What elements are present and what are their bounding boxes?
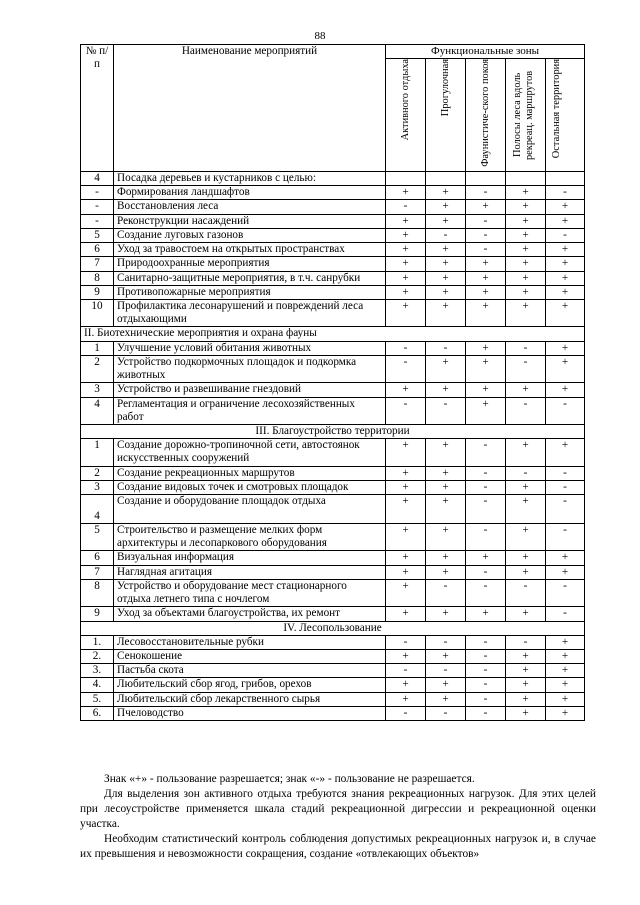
zone-mark: +: [386, 480, 426, 494]
zone-mark: +: [386, 650, 426, 664]
zone-mark: -: [466, 579, 506, 606]
zone-mark: +: [386, 214, 426, 228]
row-number: 9: [81, 607, 114, 621]
row-number: 3.: [81, 664, 114, 678]
measure-name: Улучшение условий обитания животных: [114, 341, 386, 355]
zone-mark: -: [546, 579, 585, 606]
zone-mark: +: [506, 650, 546, 664]
zone-mark: +: [386, 228, 426, 242]
table-row: [81, 271, 585, 285]
row-number: 1: [81, 341, 114, 355]
zone-mark: -: [546, 466, 585, 480]
zone-mark: +: [546, 243, 585, 257]
zone-mark: -: [546, 480, 585, 494]
table-row: [81, 579, 585, 606]
measure-name: Создание и оборудование площадок отдыха: [114, 495, 386, 524]
table-row: [81, 650, 585, 664]
row-number: 4: [81, 172, 114, 186]
table-row: [81, 607, 585, 621]
zone-mark: -: [466, 495, 506, 524]
row-number: 1.: [81, 635, 114, 649]
row-number: 5: [81, 524, 114, 551]
zone-mark: -: [466, 664, 506, 678]
measure-name: Природоохранные мероприятия: [114, 257, 386, 271]
measure-name: Устройство и развешивание гнездовий: [114, 383, 386, 397]
table-row: [81, 495, 585, 524]
zone-mark: +: [546, 355, 585, 382]
table-row: [81, 397, 585, 424]
zone-mark: -: [386, 635, 426, 649]
measure-name: Посадка деревьев и кустарников с целью:: [114, 172, 386, 186]
measure-name: Санитарно-защитные мероприятия, в т.ч. санрубки: [114, 271, 386, 285]
zone-mark: +: [546, 299, 585, 326]
zone-mark: +: [506, 214, 546, 228]
zone-mark: -: [466, 635, 506, 649]
row-number: 4: [81, 495, 114, 524]
zone-mark: +: [466, 355, 506, 382]
zone-mark: +: [546, 200, 585, 214]
zone-mark: +: [546, 692, 585, 706]
zone-mark: -: [466, 466, 506, 480]
table-row: [81, 678, 585, 692]
row-number: -: [81, 186, 114, 200]
row-number: 5.: [81, 692, 114, 706]
zone-mark: -: [466, 650, 506, 664]
zone-mark: -: [386, 397, 426, 424]
zone-mark: +: [386, 607, 426, 621]
zone-mark: +: [466, 285, 506, 299]
measure-name: Создание луговых газонов: [114, 228, 386, 242]
row-number: 3: [81, 383, 114, 397]
zone-mark: -: [546, 186, 585, 200]
header-no: № п/п: [81, 45, 114, 172]
zone-mark: +: [386, 692, 426, 706]
legend-text: Знак «+» - пользование разрешается; знак «-» - пользование не разрешается.: [104, 773, 475, 785]
zone-mark: +: [386, 186, 426, 200]
zone-mark: +: [426, 271, 466, 285]
row-number: 2.: [81, 650, 114, 664]
table-row: [81, 466, 585, 480]
zone-mark: +: [386, 678, 426, 692]
header-zone-other: Остальная территория: [546, 59, 585, 172]
zone-mark: [426, 172, 466, 186]
zone-mark: +: [426, 650, 466, 664]
zone-mark: -: [466, 692, 506, 706]
table-row: [81, 214, 585, 228]
zone-mark: -: [426, 664, 466, 678]
table-row: [81, 355, 585, 382]
zone-mark: +: [386, 439, 426, 466]
zone-mark: +: [386, 466, 426, 480]
zone-mark: +: [546, 285, 585, 299]
zone-mark: +: [546, 635, 585, 649]
zone-mark: [546, 172, 585, 186]
section-row: [81, 424, 585, 438]
zone-mark: +: [426, 495, 466, 524]
zone-mark: +: [426, 243, 466, 257]
measure-name: Сенокошение: [114, 650, 386, 664]
row-number: 4: [81, 397, 114, 424]
measures-table: [80, 44, 585, 721]
zone-mark: -: [466, 439, 506, 466]
zone-mark: +: [546, 214, 585, 228]
zone-mark: +: [546, 678, 585, 692]
measure-name: Любительский сбор лекарственного сырья: [114, 692, 386, 706]
row-number: -: [81, 200, 114, 214]
zone-mark: +: [466, 397, 506, 424]
table-row: [81, 285, 585, 299]
zone-mark: -: [546, 495, 585, 524]
zone-mark: +: [546, 257, 585, 271]
zone-mark: +: [506, 439, 546, 466]
measure-name: Визуальная информация: [114, 551, 386, 565]
zone-mark: +: [386, 383, 426, 397]
measure-name: Противопожарные мероприятия: [114, 285, 386, 299]
row-number: 6: [81, 243, 114, 257]
zone-mark: +: [506, 607, 546, 621]
zone-mark: +: [386, 243, 426, 257]
section-row: [81, 621, 585, 635]
zone-mark: +: [506, 243, 546, 257]
zone-mark: -: [466, 706, 506, 720]
zone-mark: +: [466, 341, 506, 355]
zone-mark: +: [426, 257, 466, 271]
zone-mark: [506, 172, 546, 186]
zone-mark: +: [386, 551, 426, 565]
zone-mark: +: [426, 299, 466, 326]
measure-name: Устройство подкормочных площадок и подкормка животных: [114, 355, 386, 382]
notes-block: [80, 772, 596, 862]
zone-mark: +: [506, 186, 546, 200]
zone-mark: -: [546, 397, 585, 424]
zone-mark: -: [466, 243, 506, 257]
zone-mark: -: [466, 565, 506, 579]
zone-mark: +: [466, 257, 506, 271]
zone-mark: -: [506, 579, 546, 606]
zone-mark: +: [506, 200, 546, 214]
zone-mark: +: [506, 692, 546, 706]
zone-mark: +: [426, 678, 466, 692]
zone-mark: +: [426, 466, 466, 480]
zone-mark: +: [386, 271, 426, 285]
zone-mark: -: [546, 228, 585, 242]
zone-mark: +: [546, 551, 585, 565]
zone-mark: +: [546, 341, 585, 355]
zone-mark: +: [426, 692, 466, 706]
zone-mark: -: [426, 579, 466, 606]
zone-mark: [466, 172, 506, 186]
zone-mark: +: [426, 383, 466, 397]
measure-name: Создание рекреационных маршрутов: [114, 466, 386, 480]
measure-name: Лесовосстановительные рубки: [114, 635, 386, 649]
zone-mark: +: [546, 664, 585, 678]
zone-mark: +: [426, 214, 466, 228]
zone-mark: -: [426, 706, 466, 720]
zone-mark: +: [506, 565, 546, 579]
zone-mark: +: [506, 551, 546, 565]
zone-mark: -: [386, 355, 426, 382]
zone-mark: +: [426, 186, 466, 200]
zone-mark: +: [506, 228, 546, 242]
zone-mark: -: [426, 228, 466, 242]
zone-mark: +: [546, 439, 585, 466]
measure-name: Восстановления леса: [114, 200, 386, 214]
header-zone-active: Активного отдыха: [386, 59, 426, 172]
zone-mark: +: [386, 299, 426, 326]
table-row: [81, 692, 585, 706]
measure-name: Пастьба скота: [114, 664, 386, 678]
zone-mark: +: [546, 706, 585, 720]
measure-name: Уход за травостоем на открытых пространствах: [114, 243, 386, 257]
paragraph-2: Необходим статистический контроль соблюдения допустимых рекреационных нагрузок и, в случае их превышения и невозможности сокращения, создание «отвлекающих объектов»: [80, 833, 596, 860]
zone-mark: +: [426, 355, 466, 382]
table-body: [81, 172, 585, 721]
zone-mark: +: [426, 200, 466, 214]
section-title: II. Биотехнические мероприятия и охрана фауны: [81, 327, 585, 341]
zone-mark: +: [506, 299, 546, 326]
zone-mark: +: [426, 439, 466, 466]
zone-mark: -: [466, 480, 506, 494]
zone-mark: +: [506, 480, 546, 494]
table-row: [81, 172, 585, 186]
measure-name: Создание дорожно-тропиночной сети, автостоянок искусственных сооружений: [114, 439, 386, 466]
zone-mark: -: [466, 228, 506, 242]
zone-mark: +: [426, 524, 466, 551]
zone-mark: +: [426, 607, 466, 621]
row-number: 6.: [81, 706, 114, 720]
table-row: [81, 551, 585, 565]
measure-name: Реконструкции насаждений: [114, 214, 386, 228]
zone-mark: +: [506, 383, 546, 397]
table-row: [81, 706, 585, 720]
measure-name: Формирования ландшафтов: [114, 186, 386, 200]
zone-mark: +: [546, 650, 585, 664]
measure-name: Любительский сбор ягод, грибов, орехов: [114, 678, 386, 692]
zone-mark: +: [386, 495, 426, 524]
zone-mark: +: [506, 257, 546, 271]
section-title: III. Благоустройство территории: [81, 424, 585, 438]
header-name: Наименование мероприятий: [114, 45, 386, 172]
zone-mark: +: [506, 271, 546, 285]
zone-mark: +: [506, 495, 546, 524]
table-row: [81, 524, 585, 551]
zone-mark: +: [466, 551, 506, 565]
row-number: 5: [81, 228, 114, 242]
zone-mark: +: [506, 664, 546, 678]
zone-mark: +: [386, 524, 426, 551]
zone-mark: -: [466, 524, 506, 551]
measure-name: Профилактика лесонарушений и повреждений леса отдыхающими: [114, 299, 386, 326]
row-number: 7: [81, 257, 114, 271]
zone-mark: -: [466, 186, 506, 200]
zone-mark: -: [546, 607, 585, 621]
zone-mark: -: [506, 466, 546, 480]
zone-mark: -: [386, 706, 426, 720]
zone-mark: -: [386, 200, 426, 214]
zone-mark: +: [546, 383, 585, 397]
table-row: [81, 299, 585, 326]
zone-mark: +: [426, 551, 466, 565]
zone-mark: -: [506, 355, 546, 382]
zone-mark: -: [466, 678, 506, 692]
zone-mark: +: [466, 383, 506, 397]
section-row: [81, 327, 585, 341]
table-row: [81, 565, 585, 579]
zone-mark: -: [466, 214, 506, 228]
row-number: 1: [81, 439, 114, 466]
table-row: [81, 243, 585, 257]
zone-mark: +: [426, 565, 466, 579]
zone-mark: -: [426, 635, 466, 649]
table-row: [81, 480, 585, 494]
section-title: IV. Лесопользование: [81, 621, 585, 635]
table-row: [81, 186, 585, 200]
zone-mark: +: [506, 524, 546, 551]
row-number: 6: [81, 551, 114, 565]
measure-name: Пчеловодство: [114, 706, 386, 720]
header-zones-group: Функциональные зоны: [386, 45, 585, 59]
row-number: 3: [81, 480, 114, 494]
table-row: [81, 439, 585, 466]
zone-mark: +: [386, 565, 426, 579]
measure-name: Устройство и оборудование мест стационарного отдыха летнего типа с ночлегом: [114, 579, 386, 606]
row-number: -: [81, 214, 114, 228]
measure-name: Строительство и размещение мелких форм архитектуры и лесопаркового оборудования: [114, 524, 386, 551]
measure-name: Наглядная агитация: [114, 565, 386, 579]
table-row: [81, 257, 585, 271]
zone-mark: -: [386, 341, 426, 355]
row-number: 8: [81, 579, 114, 606]
row-number: 7: [81, 565, 114, 579]
row-number: 2: [81, 466, 114, 480]
table-row: [81, 664, 585, 678]
zone-mark: +: [466, 200, 506, 214]
row-number: 4.: [81, 678, 114, 692]
table-row: [81, 635, 585, 649]
table-row: [81, 383, 585, 397]
page-number: 88: [314, 30, 326, 42]
zone-mark: -: [386, 664, 426, 678]
zone-mark: +: [386, 285, 426, 299]
row-number: 8: [81, 271, 114, 285]
row-number: 2: [81, 355, 114, 382]
zone-mark: +: [386, 257, 426, 271]
measure-name: Уход за объектами благоустройства, их ремонт: [114, 607, 386, 621]
paragraph-1: Для выделения зон активного отдыха требуются знания рекреационных нагрузок. Для этих целей при лесоустройстве применяется шкала стадий рекреационной дигрессии и рекреационной оценки участка.: [80, 788, 596, 830]
zone-mark: +: [426, 480, 466, 494]
table-row: [81, 200, 585, 214]
zone-mark: +: [546, 565, 585, 579]
zone-mark: +: [466, 299, 506, 326]
measure-name: Создание видовых точек и смотровых площадок: [114, 480, 386, 494]
zone-mark: +: [426, 285, 466, 299]
zone-mark: +: [506, 285, 546, 299]
zone-mark: +: [386, 579, 426, 606]
measure-name: Регламентация и ограничение лесохозяйственных работ: [114, 397, 386, 424]
header-zone-walking: Прогулочная: [426, 59, 466, 172]
row-number: 10: [81, 299, 114, 326]
zone-mark: -: [506, 341, 546, 355]
zone-mark: +: [546, 271, 585, 285]
table-row: [81, 228, 585, 242]
zone-mark: -: [506, 397, 546, 424]
zone-mark: -: [426, 341, 466, 355]
row-number: 9: [81, 285, 114, 299]
zone-mark: -: [546, 524, 585, 551]
zone-mark: -: [506, 635, 546, 649]
zone-mark: +: [466, 607, 506, 621]
table-row: [81, 341, 585, 355]
zone-mark: +: [466, 271, 506, 285]
zone-mark: -: [426, 397, 466, 424]
zone-mark: +: [506, 706, 546, 720]
zone-mark: [386, 172, 426, 186]
header-zone-route-strips: Полосы леса вдоль рекреац. маршрутов: [506, 59, 546, 172]
zone-mark: +: [506, 678, 546, 692]
header-zone-fauna: Фаунистиче-ского покоя: [466, 59, 506, 172]
